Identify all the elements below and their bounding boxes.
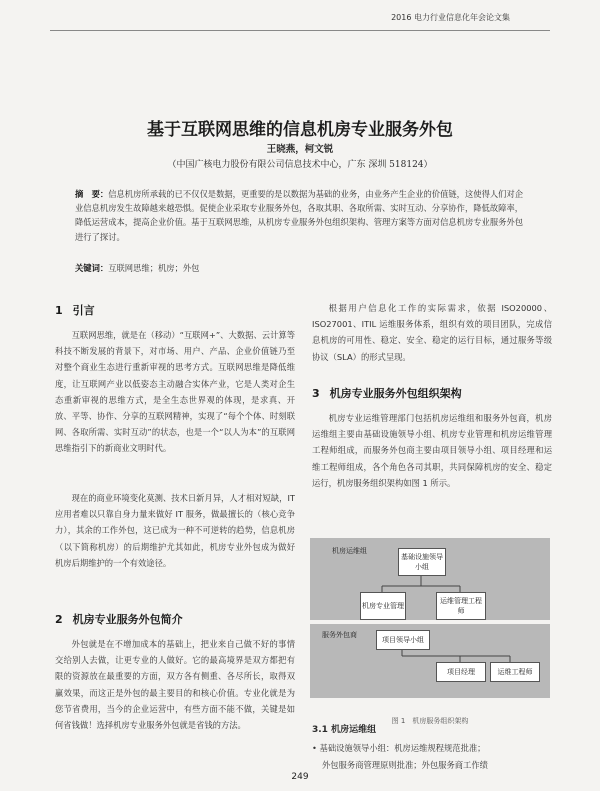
affiliation: （中国广核电力股份有限公司信息技术中心，广东 深圳 518124） [167,160,433,170]
box-professional-management: 机房专业管理 [360,592,406,620]
subsection-3-1-heading: 3.1 机房运维组 [312,725,377,735]
section-1-heading [55,302,295,318]
section-title: 机房专业服务外包简介 [72,613,183,626]
keywords-text: 互联网思维；机房；外包 [108,263,200,273]
section-3-heading [312,385,552,401]
section-number: 2 [55,613,63,626]
box-operations-engineer: 运维管理工程师 [436,592,486,620]
bullet-continuation: 外包服务商管理原则批准；外包服务商工作绩 [322,760,488,770]
section-title: 引言 [72,304,95,317]
band-label-outsourcing: 服务外包商 [322,631,357,639]
header-rule [50,30,550,31]
box-project-leadership: 项目领导小组 [376,630,430,650]
abstract-text: 信息机房所承载的已不仅仅是数据，更重要的是以数据为基础的业务，由业务产生企业的价值链，这使得人们对企业信息机房发生故障越来越恐惧。促使企业采取专业服务外包，各取其职、各取所需、实时互动、分享协作，降低故障率，降低运营成本，提高企业价值。基于互联网思维，从机房专业服务外包组织架构、管理方案等方面对信息机房专业服务外包进行了探讨。 [75,189,524,242]
paragraph-outsourcing: 外包就是在不增加成本的基础上，把业来自己做不好的事情交给别人去做，让更专业的人做好。它的最高境界是双方都把有限的资源放在最重要的方面，双方各有侧重、各尽所长，取得双赢效果，而这正是外包的最主要目的和核心价值。专业化就是为您节省费用，当今的企业运营中，有些方面不能不做，关键是如何省钱做！选择机房专业服务外包就是省钱的方法。 [55,639,295,731]
bullet-item: • 基础设施领导小组：机房运维规程规范批准； [312,743,486,753]
section-2-heading [55,611,295,627]
box-project-manager: 项目经理 [436,662,486,682]
section-number: 3 [312,387,320,400]
keywords [75,262,530,274]
page-number: 249 [291,772,309,782]
figure-caption: 图 1 机房服务组织架构 [391,717,469,725]
section-number: 1 [55,304,63,317]
paragraph-requirements: 根据用户信息化工作的实际需求，依据 ISO20000、ISO27001、ITIL 运维服务体系，组织有效的项目团队，完成信息机房的可用性、稳定、安全、稳定的运行目标，通过服务等级协议（SLA）的形式呈现。 [312,303,552,362]
paragraph-intro-2: 现在的商业环境变化莫测、技术日新月异，人才相对短缺，IT 应用者难以只靠自身力量来做好 IT 服务，做最擅长的（核心竞争力），其余的工作外包，这已成为一种不可逆转的趋势，信息机房（以下简称机房）的后期维护尤其如此，机房专业外包成为做好机房后期维护的一个有效途径。 [55,493,295,568]
band-label-operations: 机房运维组 [332,547,367,555]
paper-title: 基于互联网思维的信息机房专业服务外包 [147,120,453,140]
keywords-label: 关键词： [75,263,109,273]
org-chart-figure [310,538,550,725]
abstract-label: 摘 要： [75,189,109,199]
paragraph-org-structure: 机房专业运维管理部门包括机房运维组和服务外包商，机房运维组主要由基础设施领导小组、机房专业管理和机房运维管理工程师组成，而服务外包商主要由项目领导小组、项目经理和运维工程师组成，各个角色各司其职，共同保障机房的安全、稳定运行，机房服务组织架构如图 1 所示。 [312,413,552,488]
authors: 王晓燕，柯文锐 [266,144,334,155]
paragraph-intro-1: 互联网思维，就是在（移动）“互联网+”、大数据、云计算等科技不断发展的背景下，对市场、用户、产品、企业价值链乃至对整个商业生态进行重新审视的思考方式。互联网思维是降低维度，让互联网产业以低姿态主动融合实体产业，它是人类对企生态重新审视的思维方式，是全生态世界观的体现，是求真、开放、平等、协作、分享的互联网精神，实现了“每个个体、时刻联网、各取所需、实时互动”的状态，也是一个“以人为本”的互联网思维指引下的新商业文明时代。 [55,330,295,454]
box-engineer: 运维工程师 [490,662,540,682]
abstract [75,187,530,244]
running-header: 2016 电力行业信息化年会论文集 [391,13,510,22]
section-title: 机房专业服务外包组织架构 [329,387,462,400]
box-infrastructure-leadership: 基础设施领导小组 [398,548,446,576]
